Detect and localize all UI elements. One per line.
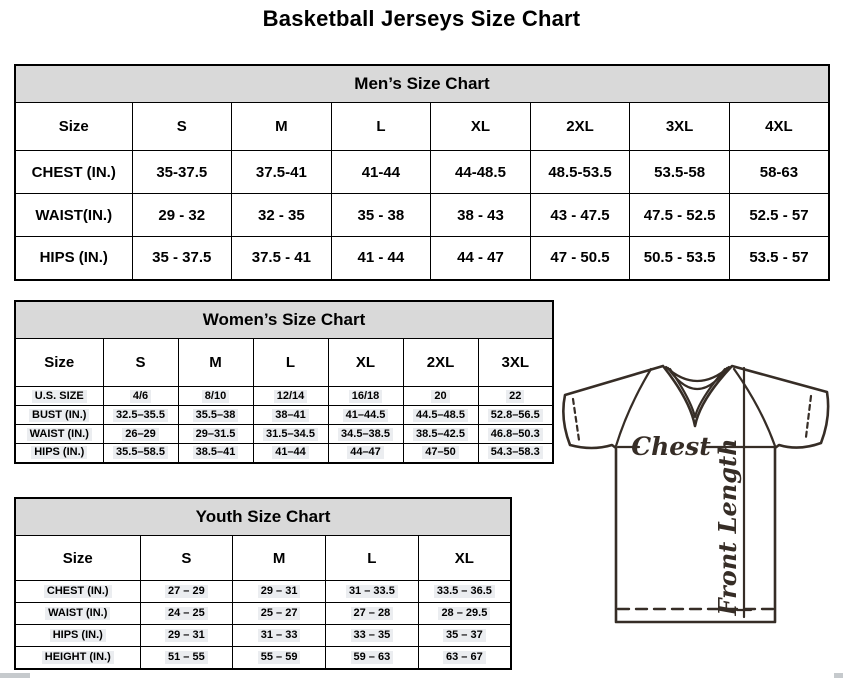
size-value: 38 - 43 <box>457 206 504 224</box>
size-value: 37.5 - 41 <box>251 249 311 267</box>
size-value: 4/6 <box>130 390 151 403</box>
size-value: 46.8–50.3 <box>488 428 543 441</box>
womens-size-table <box>14 300 554 464</box>
size-value: 35 - 37.5 <box>152 249 212 267</box>
column-header: XL <box>431 103 531 151</box>
size-value: 34.5–38.5 <box>338 428 393 441</box>
size-value: 41–44.5 <box>343 409 389 422</box>
column-header: XL <box>418 536 511 581</box>
size-value: 47.5 - 52.5 <box>643 206 716 224</box>
column-header: S <box>103 339 178 387</box>
size-value: 12/14 <box>274 390 308 403</box>
size-value: 33 – 35 <box>351 629 394 642</box>
column-header: M <box>232 103 332 151</box>
size-value: 38.5–42.5 <box>413 428 468 441</box>
column-header: 3XL <box>478 339 553 387</box>
size-value: 22 <box>506 390 524 403</box>
row-label: HIPS (IN.) <box>39 249 108 267</box>
column-header: 2XL <box>403 339 478 387</box>
scrollbar-fragment-right[interactable] <box>834 673 843 678</box>
column-header: Size <box>15 103 132 151</box>
armhole-seam-right <box>734 369 775 446</box>
row-label: HEIGHT (IN.) <box>42 651 114 664</box>
size-value: 31.5–34.5 <box>263 428 318 441</box>
size-value: 27 – 28 <box>351 607 394 620</box>
size-value: 41 - 44 <box>357 249 405 267</box>
size-value: 63 – 67 <box>443 651 486 664</box>
row-label: WAIST(IN.) <box>35 206 113 224</box>
table-row <box>15 444 553 463</box>
column-header: S <box>140 536 233 581</box>
size-value: 59 – 63 <box>351 651 394 664</box>
size-value: 44 - 47 <box>457 249 504 267</box>
size-value: 25 – 27 <box>258 607 301 620</box>
column-header: Size <box>15 339 103 387</box>
size-value: 44–47 <box>347 446 384 459</box>
size-value: 20 <box>431 390 449 403</box>
column-header: 4XL <box>729 103 829 151</box>
mens-size-table <box>14 64 830 281</box>
size-value: 31 – 33.5 <box>346 585 398 598</box>
size-value: 44.5–48.5 <box>413 409 468 422</box>
size-value: 8/10 <box>202 390 229 403</box>
cuff-dashed-seam-left <box>573 399 579 440</box>
size-value: 38–41 <box>272 409 309 422</box>
column-header: S <box>132 103 232 151</box>
size-value: 35.5–38 <box>193 409 239 422</box>
row-label: CHEST (IN.) <box>44 585 112 598</box>
size-value: 47–50 <box>422 446 459 459</box>
table-row <box>15 387 553 406</box>
size-value: 52.5 - 57 <box>749 206 809 224</box>
table-row <box>15 151 829 194</box>
table-row <box>15 194 829 237</box>
scrollbar-fragment-left[interactable] <box>0 673 30 678</box>
column-header: Size <box>15 536 140 581</box>
column-header: 2XL <box>530 103 630 151</box>
row-label: HIPS (IN.) <box>50 629 106 642</box>
size-value: 35-37.5 <box>156 163 208 181</box>
jersey-illustration <box>550 355 835 655</box>
size-value: 35 – 37 <box>443 629 486 642</box>
table-row <box>15 603 511 625</box>
size-value: 50.5 - 53.5 <box>643 249 716 267</box>
column-header: XL <box>328 339 403 387</box>
row-label: BUST (IN.) <box>29 409 89 422</box>
jersey-outline <box>563 366 828 622</box>
size-value: 47 - 50.5 <box>550 249 610 267</box>
table-row <box>15 647 511 669</box>
table-row <box>15 406 553 425</box>
front-length-label: Front Length <box>713 438 742 616</box>
row-label: HIPS (IN.) <box>31 446 87 459</box>
table-row <box>15 581 511 603</box>
column-header: 3XL <box>630 103 730 151</box>
size-value: 37.5-41 <box>255 163 307 181</box>
size-value: 58-63 <box>759 163 799 181</box>
row-label: WAIST (IN.) <box>45 607 110 620</box>
column-header: L <box>253 339 328 387</box>
size-value: 43 - 47.5 <box>550 206 610 224</box>
table-row <box>15 237 829 280</box>
jersey-measurement-diagram <box>550 355 835 655</box>
size-value: 51 – 55 <box>165 651 208 664</box>
page-title: Basketball Jerseys Size Chart <box>262 6 581 31</box>
column-header: L <box>331 103 431 151</box>
youth-chart-title: Youth Size Chart <box>15 498 511 536</box>
size-value: 41–44 <box>272 446 309 459</box>
cuff-dashed-seam-right <box>806 396 811 437</box>
column-header: M <box>178 339 253 387</box>
size-value: 54.3–58.3 <box>488 446 543 459</box>
table-row <box>15 625 511 647</box>
row-label: CHEST (IN.) <box>31 163 116 181</box>
column-header: M <box>233 536 326 581</box>
row-label: U.S. SIZE <box>32 390 87 403</box>
size-value: 35.5–58.5 <box>113 446 168 459</box>
mens-chart-title: Men’s Size Chart <box>15 65 829 103</box>
size-value: 53.5 - 57 <box>749 249 809 267</box>
size-value: 16/18 <box>349 390 383 403</box>
size-value: 33.5 – 36.5 <box>434 585 495 598</box>
size-value: 44-48.5 <box>455 163 506 181</box>
size-value: 31 – 33 <box>258 629 301 642</box>
size-value: 32 - 35 <box>257 206 305 224</box>
size-value: 53.5-58 <box>654 163 706 181</box>
size-value: 35 - 38 <box>357 206 405 224</box>
column-header: L <box>326 536 419 581</box>
size-value: 55 – 59 <box>258 651 301 664</box>
size-value: 26–29 <box>122 428 159 441</box>
size-value: 28 – 29.5 <box>438 607 490 620</box>
table-row <box>15 425 553 444</box>
youth-size-table <box>14 497 512 670</box>
size-value: 24 – 25 <box>165 607 208 620</box>
size-value: 29–31.5 <box>193 428 239 441</box>
size-value: 27 – 29 <box>165 585 208 598</box>
chest-label: Chest <box>631 432 711 461</box>
size-value: 52.8–56.5 <box>488 409 543 422</box>
size-value: 38.5–41 <box>193 446 239 459</box>
row-label: WAIST (IN.) <box>27 428 92 441</box>
size-value: 29 – 31 <box>165 629 208 642</box>
size-value: 29 - 32 <box>158 206 206 224</box>
size-value: 32.5–35.5 <box>113 409 168 422</box>
womens-chart-title: Women’s Size Chart <box>15 301 553 339</box>
size-value: 48.5-53.5 <box>548 163 612 181</box>
size-value: 41-44 <box>361 163 401 181</box>
size-value: 29 – 31 <box>258 585 301 598</box>
